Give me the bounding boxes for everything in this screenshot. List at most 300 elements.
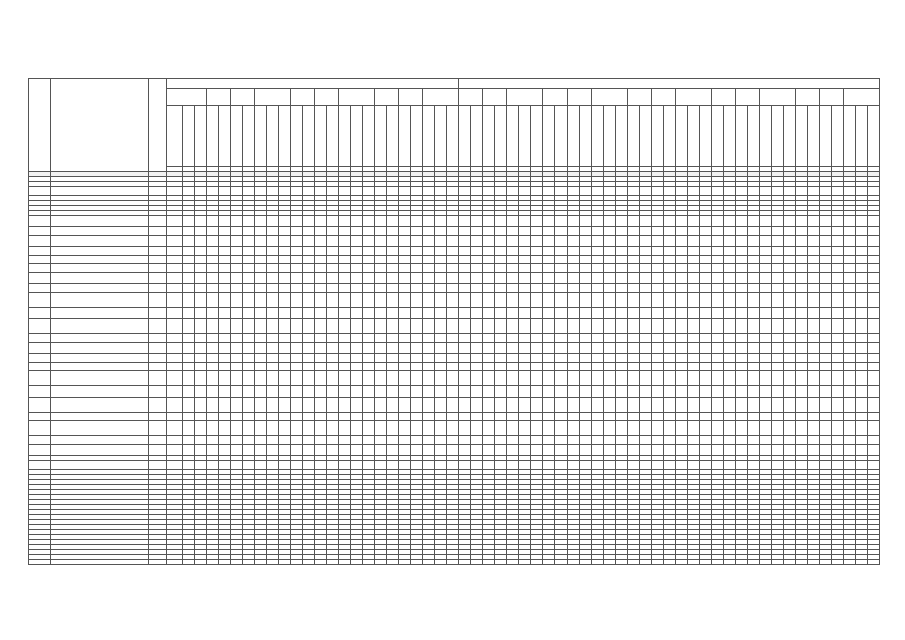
table-cell bbox=[603, 284, 615, 293]
table-cell bbox=[579, 342, 591, 354]
table-cell bbox=[675, 307, 687, 319]
table-cell bbox=[735, 235, 747, 247]
table-cell bbox=[243, 461, 255, 470]
table-cell bbox=[627, 386, 639, 398]
table-cell bbox=[567, 227, 579, 236]
table-cell bbox=[255, 264, 267, 273]
table-cell bbox=[435, 227, 447, 236]
table-cell bbox=[771, 255, 783, 264]
table-cell bbox=[291, 386, 303, 398]
table-cell bbox=[795, 436, 807, 445]
table-cell bbox=[149, 307, 167, 319]
table-cell bbox=[291, 235, 303, 247]
table-cell bbox=[399, 247, 411, 256]
table-cell bbox=[555, 354, 567, 363]
table-cell bbox=[771, 386, 783, 398]
table-cell bbox=[627, 421, 639, 436]
table-cell bbox=[543, 187, 555, 196]
table-cell bbox=[639, 461, 651, 470]
table-cell bbox=[747, 247, 759, 256]
table-cell bbox=[639, 284, 651, 293]
table-cell bbox=[819, 386, 831, 398]
table-cell bbox=[471, 342, 483, 354]
header-column bbox=[447, 106, 459, 167]
table-cell bbox=[531, 292, 543, 307]
table-cell bbox=[339, 342, 351, 354]
table-cell bbox=[567, 272, 579, 284]
table-row bbox=[29, 386, 880, 398]
table-cell bbox=[207, 354, 219, 363]
table-cell bbox=[651, 255, 663, 264]
row-code bbox=[29, 284, 51, 293]
header-subgroup bbox=[507, 89, 543, 106]
table-cell bbox=[279, 235, 291, 247]
table-row bbox=[29, 264, 880, 273]
table-cell bbox=[603, 319, 615, 334]
table-cell bbox=[399, 334, 411, 343]
header-column bbox=[435, 106, 447, 167]
table-cell bbox=[759, 319, 771, 334]
table-cell bbox=[375, 264, 387, 273]
table-cell bbox=[771, 272, 783, 284]
table-cell bbox=[591, 559, 603, 564]
table-cell bbox=[327, 292, 339, 307]
table-cell bbox=[591, 292, 603, 307]
table-cell bbox=[255, 292, 267, 307]
table-cell bbox=[795, 371, 807, 386]
table-cell bbox=[255, 272, 267, 284]
header-column bbox=[843, 106, 855, 167]
table-cell bbox=[507, 187, 519, 196]
table-cell bbox=[759, 307, 771, 319]
table-cell bbox=[327, 386, 339, 398]
table-cell bbox=[207, 307, 219, 319]
table-cell bbox=[411, 264, 423, 273]
table-cell bbox=[819, 227, 831, 236]
table-cell bbox=[315, 362, 327, 371]
table-cell bbox=[699, 284, 711, 293]
table-cell bbox=[663, 362, 675, 371]
table-cell bbox=[267, 461, 279, 470]
header-column bbox=[243, 106, 255, 167]
table-cell bbox=[483, 319, 495, 334]
table-cell bbox=[711, 292, 723, 307]
table-cell bbox=[759, 371, 771, 386]
table-cell bbox=[315, 371, 327, 386]
table-cell bbox=[435, 264, 447, 273]
row-name bbox=[51, 292, 149, 307]
table-cell bbox=[627, 319, 639, 334]
table-cell bbox=[315, 247, 327, 256]
table-row bbox=[29, 397, 880, 412]
table-cell bbox=[603, 386, 615, 398]
table-cell bbox=[231, 421, 243, 436]
table-cell bbox=[867, 235, 879, 247]
table-cell bbox=[843, 235, 855, 247]
table-cell bbox=[459, 215, 471, 227]
table-cell bbox=[519, 386, 531, 398]
table-cell bbox=[303, 247, 315, 256]
table-cell bbox=[519, 397, 531, 412]
table-cell bbox=[831, 461, 843, 470]
table-cell bbox=[615, 397, 627, 412]
table-cell bbox=[195, 354, 207, 363]
header-column bbox=[687, 106, 699, 167]
table-cell bbox=[411, 386, 423, 398]
table-cell bbox=[291, 397, 303, 412]
table-cell bbox=[231, 559, 243, 564]
table-cell bbox=[411, 421, 423, 436]
table-cell bbox=[351, 371, 363, 386]
table-cell bbox=[243, 187, 255, 196]
table-cell bbox=[303, 292, 315, 307]
table-cell bbox=[759, 461, 771, 470]
table-cell bbox=[807, 444, 819, 456]
table-cell bbox=[807, 342, 819, 354]
table-cell bbox=[167, 461, 183, 470]
table-cell bbox=[711, 362, 723, 371]
table-cell bbox=[531, 461, 543, 470]
table-cell bbox=[291, 227, 303, 236]
table-cell bbox=[651, 319, 663, 334]
table-cell bbox=[759, 334, 771, 343]
table-cell bbox=[507, 264, 519, 273]
table-cell bbox=[149, 436, 167, 445]
row-name bbox=[51, 421, 149, 436]
table-cell bbox=[867, 342, 879, 354]
table-cell bbox=[207, 247, 219, 256]
table-cell bbox=[149, 319, 167, 334]
table-cell bbox=[231, 284, 243, 293]
table-cell bbox=[795, 215, 807, 227]
table-cell bbox=[795, 235, 807, 247]
table-cell bbox=[867, 354, 879, 363]
table-cell bbox=[531, 362, 543, 371]
table-cell bbox=[663, 342, 675, 354]
table-cell bbox=[507, 342, 519, 354]
table-cell bbox=[519, 187, 531, 196]
table-cell bbox=[855, 264, 867, 273]
table-cell bbox=[867, 292, 879, 307]
table-cell bbox=[771, 421, 783, 436]
table-cell bbox=[207, 436, 219, 445]
table-cell bbox=[459, 264, 471, 273]
table-cell bbox=[483, 334, 495, 343]
table-cell bbox=[327, 319, 339, 334]
table-cell bbox=[771, 307, 783, 319]
header-column bbox=[327, 106, 339, 167]
table-cell bbox=[267, 386, 279, 398]
table-row bbox=[29, 227, 880, 236]
table-cell bbox=[327, 284, 339, 293]
table-cell bbox=[663, 334, 675, 343]
table-cell bbox=[303, 334, 315, 343]
table-cell bbox=[291, 334, 303, 343]
table-cell bbox=[615, 412, 627, 421]
table-cell bbox=[855, 354, 867, 363]
table-cell bbox=[675, 284, 687, 293]
table-cell bbox=[555, 559, 567, 564]
table-cell bbox=[375, 412, 387, 421]
table-cell bbox=[279, 444, 291, 456]
header-group-left bbox=[167, 79, 459, 89]
table-cell bbox=[435, 292, 447, 307]
table-cell bbox=[531, 342, 543, 354]
table-cell bbox=[747, 371, 759, 386]
table-cell bbox=[149, 284, 167, 293]
header-column bbox=[567, 106, 579, 167]
table-cell bbox=[255, 235, 267, 247]
table-cell bbox=[303, 461, 315, 470]
table-cell bbox=[351, 319, 363, 334]
table-cell bbox=[207, 187, 219, 196]
table-cell bbox=[363, 386, 375, 398]
table-cell bbox=[447, 235, 459, 247]
table-cell bbox=[149, 215, 167, 227]
table-cell bbox=[149, 461, 167, 470]
table-cell bbox=[315, 319, 327, 334]
table-cell bbox=[615, 247, 627, 256]
table-cell bbox=[483, 397, 495, 412]
table-cell bbox=[555, 436, 567, 445]
table-cell bbox=[195, 284, 207, 293]
table-cell bbox=[819, 461, 831, 470]
table-cell bbox=[867, 334, 879, 343]
header-column bbox=[375, 106, 387, 167]
table-cell bbox=[471, 362, 483, 371]
table-cell bbox=[243, 371, 255, 386]
table-cell bbox=[759, 362, 771, 371]
table-cell bbox=[735, 215, 747, 227]
table-cell bbox=[483, 421, 495, 436]
table-cell bbox=[231, 187, 243, 196]
table-cell bbox=[807, 227, 819, 236]
table-cell bbox=[303, 412, 315, 421]
table-cell bbox=[315, 397, 327, 412]
table-cell bbox=[471, 272, 483, 284]
table-cell bbox=[579, 444, 591, 456]
table-cell bbox=[399, 461, 411, 470]
table-cell bbox=[495, 187, 507, 196]
table-cell bbox=[651, 436, 663, 445]
table-row bbox=[29, 436, 880, 445]
table-cell bbox=[747, 397, 759, 412]
table-cell bbox=[807, 187, 819, 196]
table-cell bbox=[795, 362, 807, 371]
table-cell bbox=[867, 227, 879, 236]
table-cell bbox=[447, 284, 459, 293]
table-cell bbox=[699, 292, 711, 307]
table-cell bbox=[195, 264, 207, 273]
table-cell bbox=[555, 255, 567, 264]
table-cell bbox=[195, 444, 207, 456]
row-code bbox=[29, 412, 51, 421]
table-cell bbox=[279, 354, 291, 363]
table-cell bbox=[363, 272, 375, 284]
table-cell bbox=[831, 319, 843, 334]
table-cell bbox=[255, 334, 267, 343]
table-cell bbox=[843, 264, 855, 273]
table-cell bbox=[339, 284, 351, 293]
table-cell bbox=[231, 371, 243, 386]
table-cell bbox=[435, 371, 447, 386]
table-cell bbox=[699, 444, 711, 456]
table-cell bbox=[651, 187, 663, 196]
table-cell bbox=[615, 227, 627, 236]
table-cell bbox=[555, 371, 567, 386]
table-cell bbox=[183, 444, 195, 456]
table-cell bbox=[339, 386, 351, 398]
table-cell bbox=[675, 215, 687, 227]
table-cell bbox=[243, 227, 255, 236]
table-cell bbox=[651, 264, 663, 273]
table-cell bbox=[843, 412, 855, 421]
row-name bbox=[51, 307, 149, 319]
table-cell bbox=[495, 292, 507, 307]
table-cell bbox=[315, 436, 327, 445]
table-cell bbox=[711, 215, 723, 227]
table-cell bbox=[579, 227, 591, 236]
table-cell bbox=[663, 461, 675, 470]
table-cell bbox=[735, 397, 747, 412]
table-cell bbox=[315, 559, 327, 564]
table-cell bbox=[411, 227, 423, 236]
table-cell bbox=[555, 247, 567, 256]
table-cell bbox=[207, 284, 219, 293]
table-cell bbox=[675, 397, 687, 412]
table-cell bbox=[843, 227, 855, 236]
table-cell bbox=[855, 436, 867, 445]
table-cell bbox=[543, 371, 555, 386]
table-cell bbox=[219, 342, 231, 354]
table-cell bbox=[303, 215, 315, 227]
table-cell bbox=[855, 559, 867, 564]
table-cell bbox=[267, 559, 279, 564]
table-cell bbox=[831, 342, 843, 354]
table-cell bbox=[735, 354, 747, 363]
table-cell bbox=[279, 412, 291, 421]
table-cell bbox=[339, 461, 351, 470]
table-cell bbox=[255, 386, 267, 398]
table-cell bbox=[783, 461, 795, 470]
table-cell bbox=[507, 255, 519, 264]
table-cell bbox=[615, 354, 627, 363]
table-cell bbox=[531, 215, 543, 227]
table-cell bbox=[747, 307, 759, 319]
table-cell bbox=[639, 559, 651, 564]
table-cell bbox=[149, 292, 167, 307]
table-cell bbox=[459, 247, 471, 256]
table-cell bbox=[339, 444, 351, 456]
table-cell bbox=[291, 559, 303, 564]
table-cell bbox=[267, 319, 279, 334]
table-cell bbox=[651, 461, 663, 470]
table-cell bbox=[699, 386, 711, 398]
table-cell bbox=[639, 421, 651, 436]
table-cell bbox=[651, 227, 663, 236]
table-cell bbox=[723, 362, 735, 371]
table-cell bbox=[543, 386, 555, 398]
table-cell bbox=[579, 397, 591, 412]
table-cell bbox=[783, 354, 795, 363]
table-cell bbox=[339, 412, 351, 421]
table-cell bbox=[819, 255, 831, 264]
table-cell bbox=[747, 412, 759, 421]
header-subgroup bbox=[675, 89, 711, 106]
table-cell bbox=[687, 371, 699, 386]
table-cell bbox=[435, 461, 447, 470]
table-cell bbox=[291, 247, 303, 256]
table-cell bbox=[819, 397, 831, 412]
table-cell bbox=[495, 235, 507, 247]
table-cell bbox=[483, 255, 495, 264]
table-cell bbox=[435, 235, 447, 247]
table-cell bbox=[579, 235, 591, 247]
table-cell bbox=[615, 559, 627, 564]
table-cell bbox=[579, 307, 591, 319]
table-cell bbox=[351, 292, 363, 307]
table-cell bbox=[735, 386, 747, 398]
table-cell bbox=[723, 334, 735, 343]
table-cell bbox=[375, 342, 387, 354]
table-cell bbox=[831, 386, 843, 398]
table-cell bbox=[783, 187, 795, 196]
table-cell bbox=[783, 247, 795, 256]
table-cell bbox=[591, 436, 603, 445]
table-cell bbox=[267, 264, 279, 273]
table-cell bbox=[543, 215, 555, 227]
table-cell bbox=[255, 412, 267, 421]
table-cell bbox=[459, 342, 471, 354]
table-cell bbox=[627, 227, 639, 236]
header-subgroup bbox=[207, 89, 231, 106]
table-cell bbox=[735, 362, 747, 371]
table-cell bbox=[149, 412, 167, 421]
table-cell bbox=[627, 235, 639, 247]
table-cell bbox=[243, 421, 255, 436]
table-cell bbox=[783, 227, 795, 236]
row-code bbox=[29, 559, 51, 564]
table-cell bbox=[207, 319, 219, 334]
table-cell bbox=[651, 284, 663, 293]
table-cell bbox=[759, 444, 771, 456]
table-cell bbox=[303, 264, 315, 273]
table-cell bbox=[387, 307, 399, 319]
table-cell bbox=[627, 436, 639, 445]
header-group-right bbox=[459, 79, 880, 89]
table-cell bbox=[243, 247, 255, 256]
row-code bbox=[29, 371, 51, 386]
table-cell bbox=[675, 264, 687, 273]
table-cell bbox=[831, 334, 843, 343]
table-cell bbox=[167, 362, 183, 371]
table-cell bbox=[399, 319, 411, 334]
table-cell bbox=[231, 342, 243, 354]
table-cell bbox=[363, 255, 375, 264]
table-cell bbox=[663, 436, 675, 445]
table-cell bbox=[591, 284, 603, 293]
table-cell bbox=[531, 264, 543, 273]
table-cell bbox=[771, 362, 783, 371]
table-cell bbox=[663, 307, 675, 319]
table-cell bbox=[315, 444, 327, 456]
table-cell bbox=[543, 444, 555, 456]
table-cell bbox=[255, 319, 267, 334]
table-cell bbox=[459, 412, 471, 421]
table-cell bbox=[291, 292, 303, 307]
table-cell bbox=[819, 444, 831, 456]
table-cell bbox=[651, 354, 663, 363]
